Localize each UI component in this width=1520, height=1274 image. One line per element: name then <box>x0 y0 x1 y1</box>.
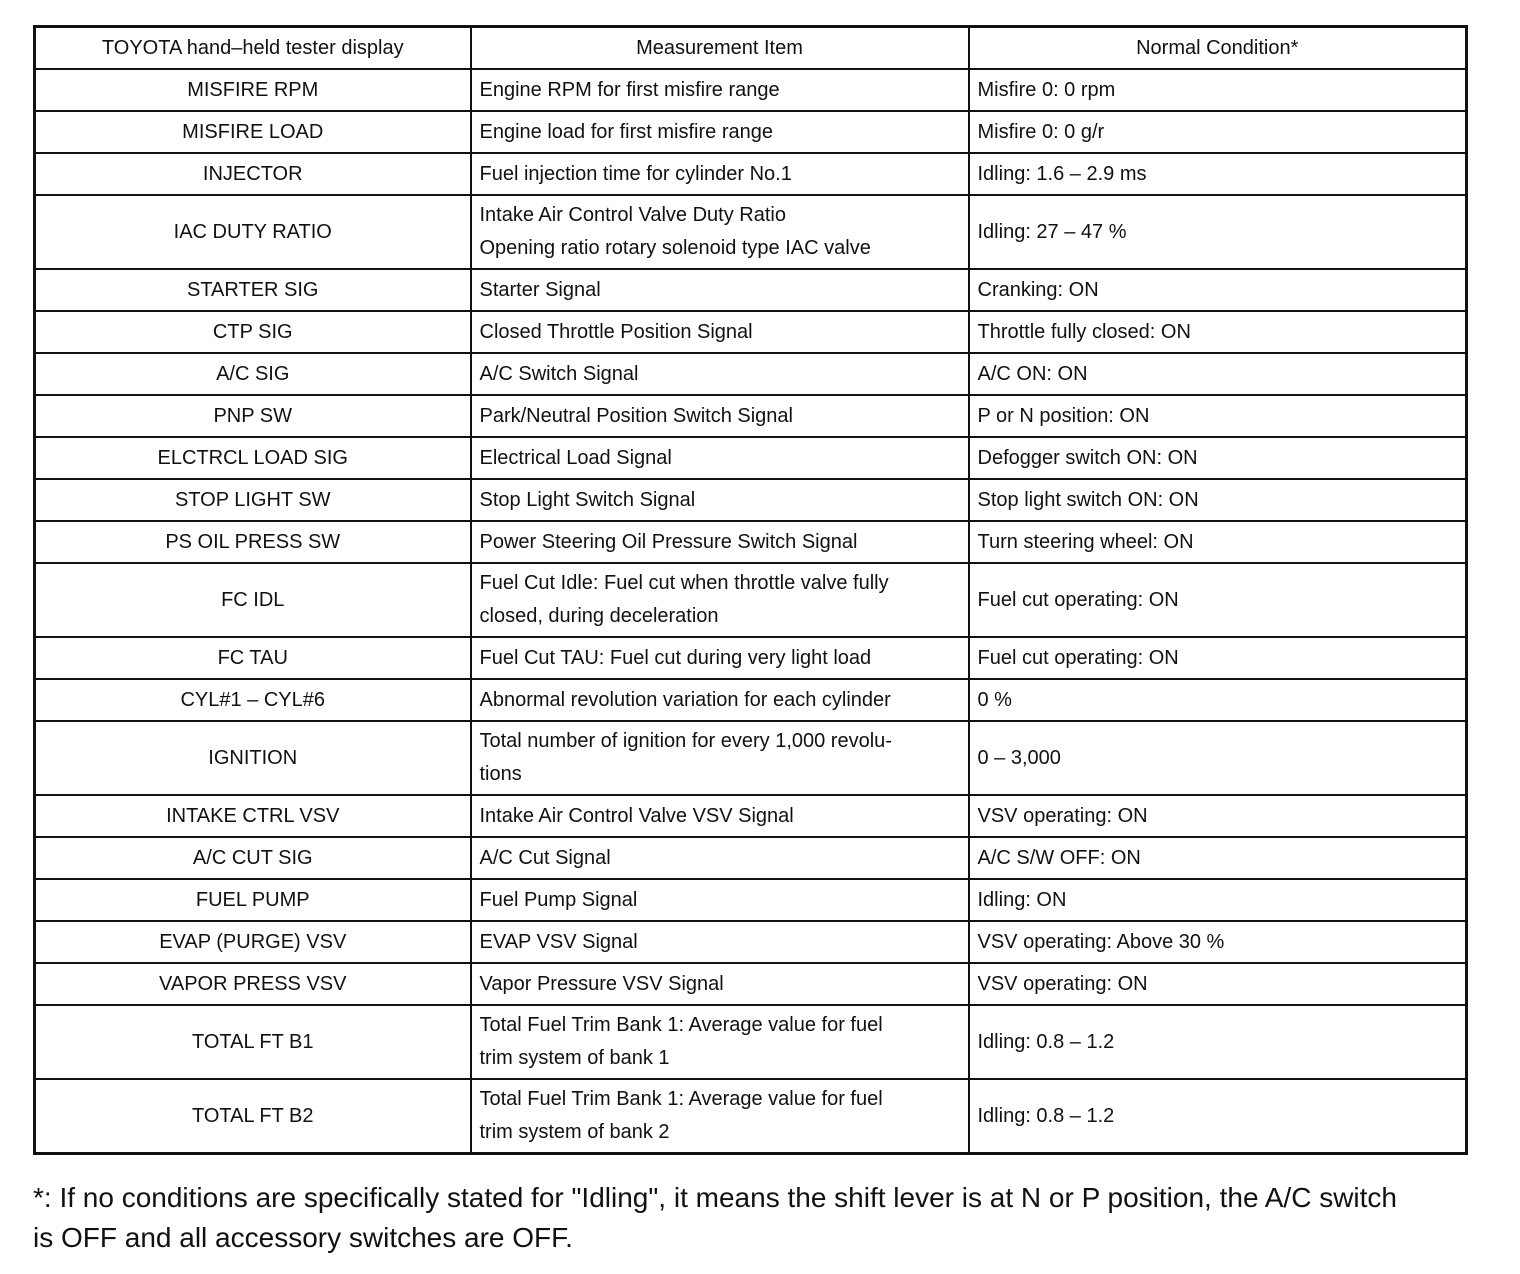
normal-condition-cell: 0 – 3,000 <box>969 721 1467 795</box>
tester-display-cell: CTP SIG <box>35 311 471 353</box>
footnote <box>33 1178 1473 1258</box>
tester-display-cell: STARTER SIG <box>35 269 471 311</box>
measurement-item-cell <box>471 1079 969 1154</box>
measurement-item-line: Starter Signal <box>479 278 601 301</box>
normal-condition-cell: A/C ON: ON <box>969 353 1467 395</box>
measurement-item-cell <box>471 679 969 721</box>
tester-display-cell: IAC DUTY RATIO <box>35 195 471 269</box>
measurement-item-line: Fuel injection time for cylinder No.1 <box>479 162 792 185</box>
tester-display-cell: A/C SIG <box>35 353 471 395</box>
measurement-item-line: EVAP VSV Signal <box>479 930 638 953</box>
measurement-item-line: A/C Switch Signal <box>479 362 639 385</box>
tester-display-cell: MISFIRE LOAD <box>35 111 471 153</box>
measurement-item-line: Total Fuel Trim Bank 1: Average value for fuel <box>479 1088 883 1110</box>
measurement-item-line: Intake Air Control Valve VSV Signal <box>479 804 794 827</box>
measurement-item-line: Stop Light Switch Signal <box>479 488 696 511</box>
normal-condition-cell: Fuel cut operating: ON <box>969 637 1467 679</box>
measurement-item-cell <box>471 921 969 963</box>
normal-condition-cell: Misfire 0: 0 g/r <box>969 111 1467 153</box>
table-row <box>35 837 1467 879</box>
measurement-item-line: trim system of bank 2 <box>479 1121 670 1143</box>
tester-display-cell: TOTAL FT B2 <box>35 1079 471 1154</box>
table-row <box>35 521 1467 563</box>
measurement-item-line: Abnormal revolution variation for each cylinder <box>479 688 891 711</box>
normal-condition-cell: Defogger switch ON: ON <box>969 437 1467 479</box>
table-row <box>35 1079 1467 1154</box>
measurement-item-cell <box>471 353 969 395</box>
table-row <box>35 395 1467 437</box>
table-row <box>35 795 1467 837</box>
tester-display-cell: TOTAL FT B1 <box>35 1005 471 1079</box>
measurement-item-line: Electrical Load Signal <box>479 446 672 469</box>
tester-display-cell: FC IDL <box>35 563 471 637</box>
table-row <box>35 69 1467 111</box>
table-row <box>35 679 1467 721</box>
normal-condition-cell: 0 % <box>969 679 1467 721</box>
data-list-table <box>33 25 1468 1155</box>
header-tester-display: TOYOTA hand–held tester display <box>35 27 471 70</box>
normal-condition-cell: Idling: 0.8 – 1.2 <box>969 1079 1467 1154</box>
normal-condition-cell: Cranking: ON <box>969 269 1467 311</box>
measurement-item-line: Fuel Cut Idle: Fuel cut when throttle valve fully <box>479 572 889 594</box>
measurement-item-line: Closed Throttle Position Signal <box>479 320 753 343</box>
table-row <box>35 963 1467 1005</box>
normal-condition-cell: Fuel cut operating: ON <box>969 563 1467 637</box>
measurement-item-cell <box>471 479 969 521</box>
normal-condition-cell: Misfire 0: 0 rpm <box>969 69 1467 111</box>
normal-condition-cell: VSV operating: ON <box>969 795 1467 837</box>
tester-display-cell: MISFIRE RPM <box>35 69 471 111</box>
tester-display-cell: FUEL PUMP <box>35 879 471 921</box>
measurement-item-line: Total Fuel Trim Bank 1: Average value for fuel <box>479 1014 883 1036</box>
tester-display-cell: CYL#1 – CYL#6 <box>35 679 471 721</box>
table-row <box>35 269 1467 311</box>
measurement-item-line: Fuel Cut TAU: Fuel cut during very light load <box>479 646 872 669</box>
tester-display-cell: STOP LIGHT SW <box>35 479 471 521</box>
table-header <box>35 27 1467 70</box>
table-row <box>35 921 1467 963</box>
normal-condition-cell: Idling: 1.6 – 2.9 ms <box>969 153 1467 195</box>
tester-display-cell: VAPOR PRESS VSV <box>35 963 471 1005</box>
measurement-item-cell <box>471 153 969 195</box>
table-row <box>35 479 1467 521</box>
tester-display-cell: A/C CUT SIG <box>35 837 471 879</box>
measurement-item-cell <box>471 637 969 679</box>
measurement-item-line: A/C Cut Signal <box>479 846 611 869</box>
measurement-item-line: tions <box>479 763 522 785</box>
footnote-line-2: is OFF and all accessory switches are OFF. <box>33 1222 573 1253</box>
normal-condition-cell: P or N position: ON <box>969 395 1467 437</box>
measurement-item-cell <box>471 395 969 437</box>
table-row <box>35 721 1467 795</box>
measurement-item-cell <box>471 963 969 1005</box>
table-row <box>35 437 1467 479</box>
measurement-item-line: Total number of ignition for every 1,000 revolu- <box>479 730 892 752</box>
measurement-item-line: Vapor Pressure VSV Signal <box>479 972 724 995</box>
measurement-item-line: Opening ratio rotary solenoid type IAC valve <box>479 237 871 259</box>
measurement-item-line: Fuel Pump Signal <box>479 888 638 911</box>
normal-condition-cell: Idling: 0.8 – 1.2 <box>969 1005 1467 1079</box>
measurement-item-cell <box>471 795 969 837</box>
measurement-item-cell <box>471 563 969 637</box>
normal-condition-cell: Throttle fully closed: ON <box>969 311 1467 353</box>
measurement-item-line: Engine load for first misfire range <box>479 120 773 143</box>
measurement-item-line: Park/Neutral Position Switch Signal <box>479 404 793 427</box>
tester-display-cell: INTAKE CTRL VSV <box>35 795 471 837</box>
tester-display-cell: EVAP (PURGE) VSV <box>35 921 471 963</box>
measurement-item-line: trim system of bank 1 <box>479 1047 670 1069</box>
measurement-item-line: Power Steering Oil Pressure Switch Signal <box>479 530 858 553</box>
normal-condition-cell: VSV operating: Above 30 % <box>969 921 1467 963</box>
tester-display-cell: FC TAU <box>35 637 471 679</box>
measurement-item-line: Intake Air Control Valve Duty Ratio <box>479 204 786 226</box>
measurement-item-line: Engine RPM for first misfire range <box>479 78 780 101</box>
measurement-item-cell <box>471 879 969 921</box>
measurement-item-cell <box>471 269 969 311</box>
tester-display-cell: ELCTRCL LOAD SIG <box>35 437 471 479</box>
measurement-item-cell <box>471 311 969 353</box>
normal-condition-cell: VSV operating: ON <box>969 963 1467 1005</box>
table-body <box>35 69 1467 1154</box>
table-row <box>35 311 1467 353</box>
table-row <box>35 195 1467 269</box>
measurement-item-cell <box>471 195 969 269</box>
measurement-item-cell <box>471 437 969 479</box>
normal-condition-cell: Stop light switch ON: ON <box>969 479 1467 521</box>
table-row <box>35 111 1467 153</box>
tester-display-cell: INJECTOR <box>35 153 471 195</box>
table-row <box>35 637 1467 679</box>
measurement-item-cell <box>471 111 969 153</box>
table-row <box>35 153 1467 195</box>
normal-condition-cell: Turn steering wheel: ON <box>969 521 1467 563</box>
table-row <box>35 563 1467 637</box>
header-measurement-item: Measurement Item <box>471 27 969 70</box>
tester-display-cell: PS OIL PRESS SW <box>35 521 471 563</box>
header-row <box>35 27 1467 70</box>
measurement-item-cell <box>471 837 969 879</box>
normal-condition-cell: A/C S/W OFF: ON <box>969 837 1467 879</box>
footnote-line-1: *: If no conditions are specifically stated for "Idling", it means the shift lever is at N or P position, the A/C switch <box>33 1182 1398 1213</box>
data-list-table-container <box>33 25 1465 1155</box>
measurement-item-cell <box>471 521 969 563</box>
tester-display-cell: IGNITION <box>35 721 471 795</box>
measurement-item-cell <box>471 721 969 795</box>
measurement-item-line: closed, during deceleration <box>479 605 719 627</box>
table-row <box>35 353 1467 395</box>
header-normal-condition: Normal Condition* <box>969 27 1467 70</box>
measurement-item-cell <box>471 69 969 111</box>
normal-condition-cell: Idling: ON <box>969 879 1467 921</box>
table-row <box>35 879 1467 921</box>
measurement-item-cell <box>471 1005 969 1079</box>
tester-display-cell: PNP SW <box>35 395 471 437</box>
normal-condition-cell: Idling: 27 – 47 % <box>969 195 1467 269</box>
table-row <box>35 1005 1467 1079</box>
